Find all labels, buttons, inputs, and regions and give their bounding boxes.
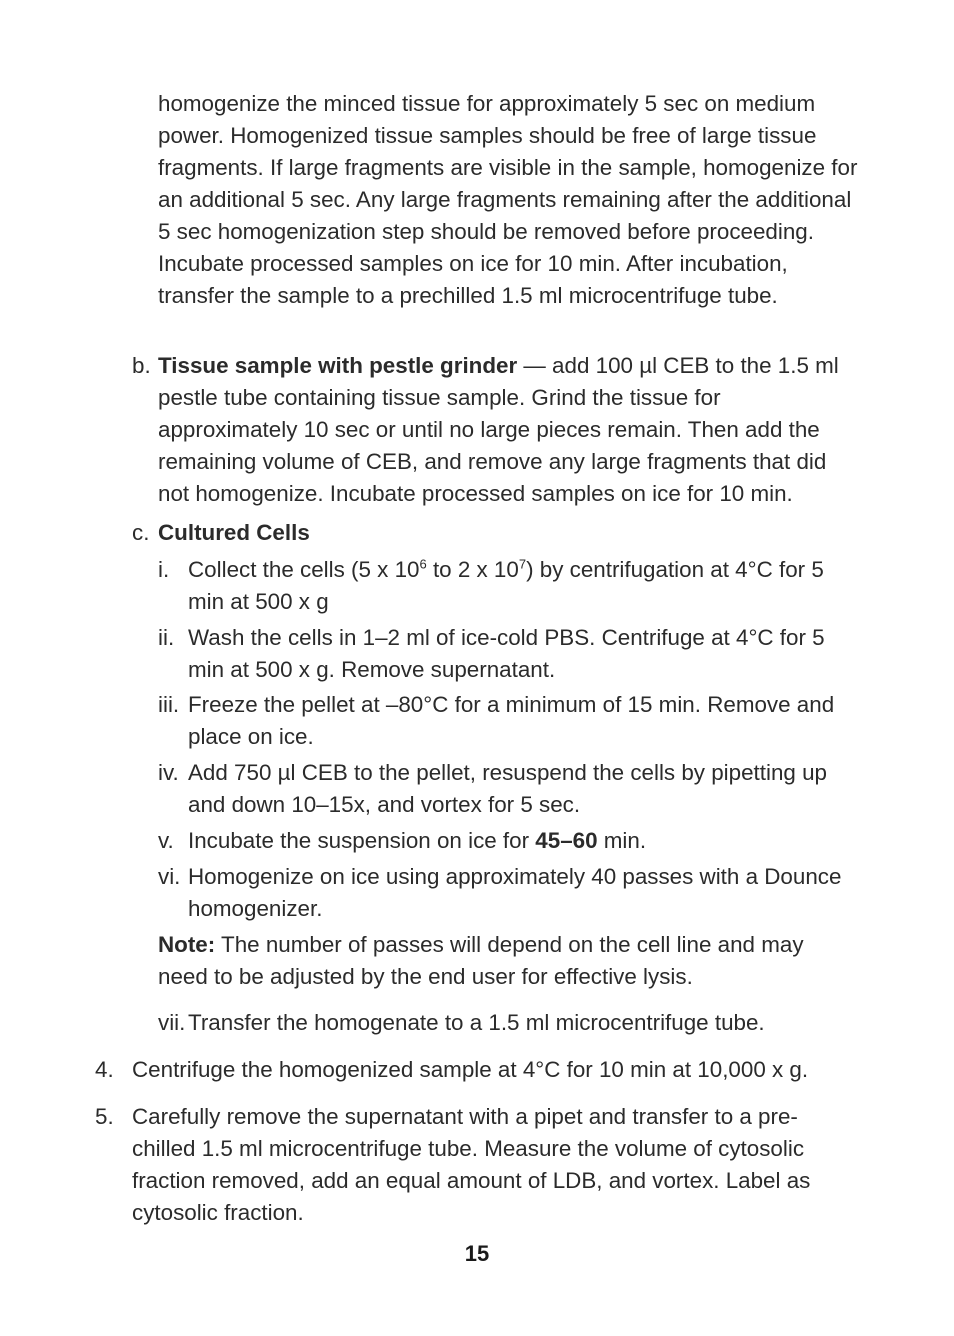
step-iv-text: Add 750 µl CEB to the pellet, resuspend the cells by pipetting up and down 10–15x, and vortex for 5 sec. bbox=[188, 760, 827, 817]
step-vi-marker: vi. bbox=[158, 864, 181, 889]
step-v-post: min. bbox=[597, 828, 647, 853]
step-v-text bbox=[188, 825, 868, 857]
item-b-body: — add 100 µl CEB to the 1.5 ml pestle tube containing tissue sample. Grind the tissue for approximately 10 sec or until no large pieces remain. Then add the remaining volume of CEB, and remove any large fragments that did not homogenize. Incubate processed samples on ice for 10 min. bbox=[158, 353, 839, 506]
note-label: Note: bbox=[158, 932, 216, 957]
step-iii-text: Freeze the pellet at –80°C for a minimum of 15 min. Remove and place on ice. bbox=[188, 692, 835, 749]
step-i-marker: i. bbox=[158, 557, 170, 582]
step-i-text bbox=[188, 554, 848, 618]
item-b-title: Tissue sample with pestle grinder bbox=[158, 353, 518, 378]
step-v-duration: 45–60 bbox=[535, 828, 598, 853]
step-i-post: ) by centrifugation at 4°C for 5 min at 500 x g bbox=[188, 557, 824, 614]
step-vii-text: Transfer the homogenate to a 1.5 ml microcentrifuge tube. bbox=[188, 1010, 765, 1035]
step-5-marker: 5. bbox=[95, 1104, 114, 1129]
step-ii-marker: ii. bbox=[158, 625, 175, 650]
step-vii-marker: vii. bbox=[158, 1010, 186, 1035]
note bbox=[158, 929, 838, 993]
step-i-sup1: 6 bbox=[419, 556, 427, 572]
step-i-pre: Collect the cells (5 x 10 bbox=[188, 557, 420, 582]
step-5-text: Carefully remove the supernatant with a pipet and transfer to a pre-chilled 1.5 ml microcentrifuge tube. Measure the volume of cytosolic fraction removed, add an equal amount of LDB, and vortex. Label as cytosolic fraction. bbox=[132, 1104, 811, 1225]
item-b-text bbox=[158, 350, 848, 510]
item-c-title: Cultured Cells bbox=[158, 520, 310, 545]
note-text: The number of passes will depend on the cell line and may need to be adjusted by the end user for effective lysis. bbox=[158, 932, 804, 989]
item-b-marker: b. bbox=[132, 353, 151, 378]
step-i-sup2: 7 bbox=[518, 556, 527, 572]
step-a-continuation: homogenize the minced tissue for approximately 5 sec on medium power. Homogenized tissue samples should be free of large tissue fragments. If large fragments are visible in the sample, homogenize for an additional 5 sec. Any large fragments remaining after the additional 5 sec homogenization step should be removed before proceeding. Incubate processed samples on ice for 10 min. After incubation, transfer the sample to a prechilled 1.5 ml microcentrifuge tube. bbox=[158, 91, 858, 308]
step-iv-marker: iv. bbox=[158, 760, 179, 785]
step-v-marker: v. bbox=[158, 828, 174, 853]
step-ii-text: Wash the cells in 1–2 ml of ice-cold PBS. Centrifuge at 4°C for 5 min at 500 x g. Remove supernatant. bbox=[188, 625, 825, 682]
item-c-marker: c. bbox=[132, 520, 150, 545]
step-iii-marker: iii. bbox=[158, 692, 180, 717]
step-4-marker: 4. bbox=[95, 1057, 114, 1082]
step-vi-text: Homogenize on ice using approximately 40 passes with a Dounce homogenizer. bbox=[188, 864, 842, 921]
step-v-pre: Incubate the suspension on ice for bbox=[188, 828, 536, 853]
step-4-text: Centrifuge the homogenized sample at 4°C for 10 min at 10,000 x g. bbox=[132, 1057, 809, 1082]
page-number: 15 bbox=[464, 1241, 490, 1266]
step-i-mid: to 2 x 10 bbox=[426, 557, 519, 582]
